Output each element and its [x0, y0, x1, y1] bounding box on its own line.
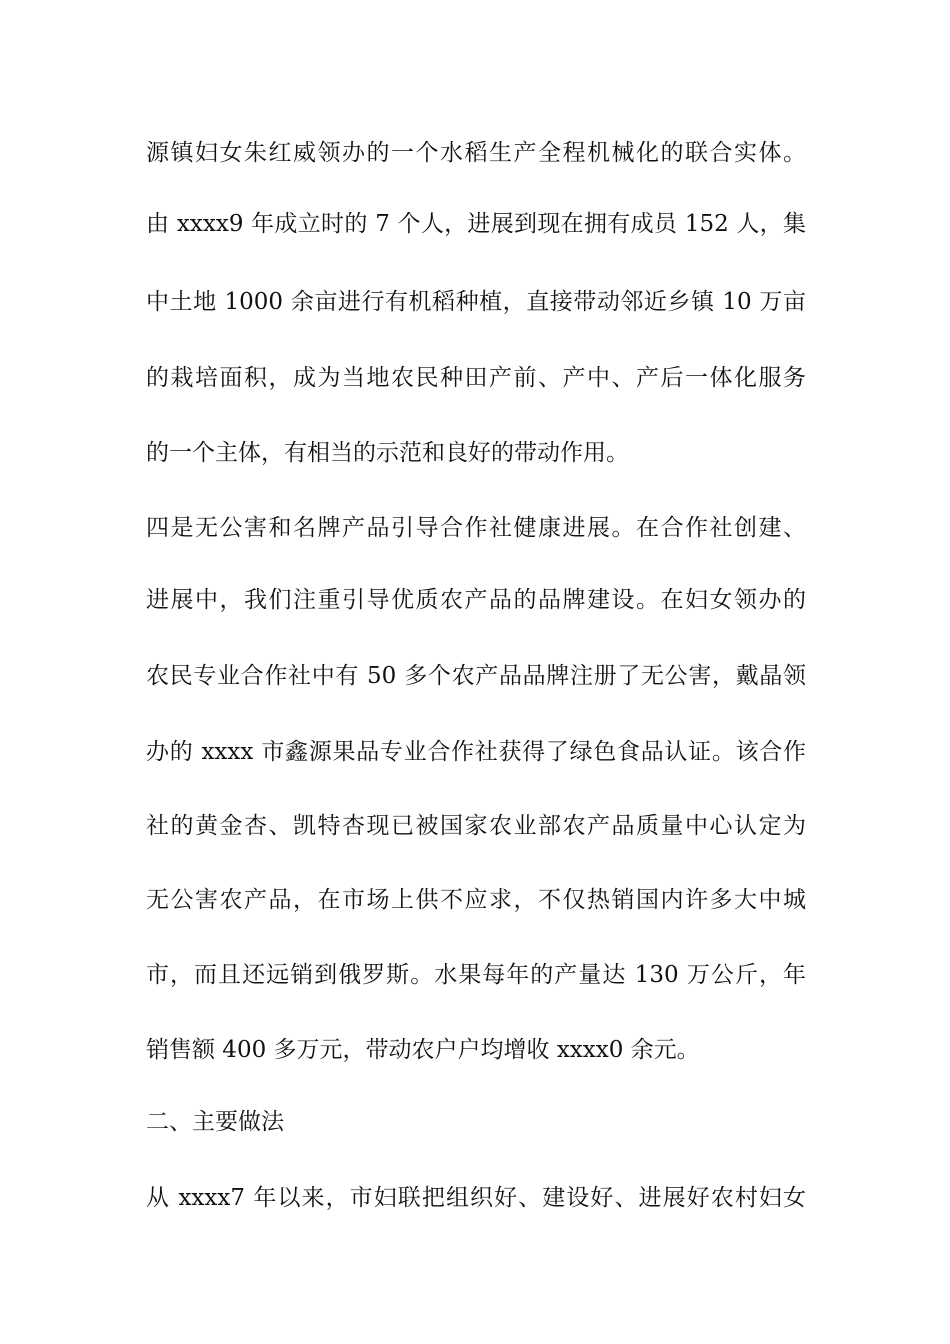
paragraph-line: 从 xxxx7 年以来，市妇联把组织好、建设好、进展好农村妇女: [146, 1185, 806, 1211]
paragraph-line: 市，而且还远销到俄罗斯。水果每年的产量达 130 万公斤，年: [146, 962, 806, 988]
section-heading: 二、主要做法: [146, 1109, 284, 1135]
paragraph-line: 无公害农产品，在市场上供不应求，不仅热销国内许多大中城: [146, 887, 806, 913]
paragraph-line: 办的 xxxx 市鑫源果品专业合作社获得了绿色食品认证。该合作: [146, 739, 806, 765]
paragraph-line: 社的黄金杏、凯特杏现已被国家农业部农产品质量中心认定为: [146, 813, 806, 839]
paragraph-line: 的一个主体，有相当的示范和良好的带动作用。: [146, 440, 629, 466]
paragraph-line: 四是无公害和名牌产品引导合作社健康进展。在合作社创建、: [146, 515, 806, 541]
paragraph-line: 进展中，我们注重引导优质农产品的品牌建设。在妇女领办的: [146, 587, 806, 613]
paragraph-line: 农民专业合作社中有 50 多个农产品品牌注册了无公害，戴晶领: [146, 663, 806, 689]
paragraph-line: 的栽培面积，成为当地农民种田产前、产中、产后一体化服务: [146, 365, 806, 391]
paragraph-line: 由 xxxx9 年成立时的 7 个人，进展到现在拥有成员 152 人，集: [146, 211, 806, 237]
paragraph-line: 源镇妇女朱红威领办的一个水稻生产全程机械化的联合实体。: [146, 140, 806, 166]
paragraph-line: 销售额 400 多万元，带动农户户均增收 xxxx0 余元。: [146, 1037, 700, 1063]
paragraph-line: 中土地 1000 余亩进行有机稻种植，直接带动邻近乡镇 10 万亩: [146, 289, 806, 315]
